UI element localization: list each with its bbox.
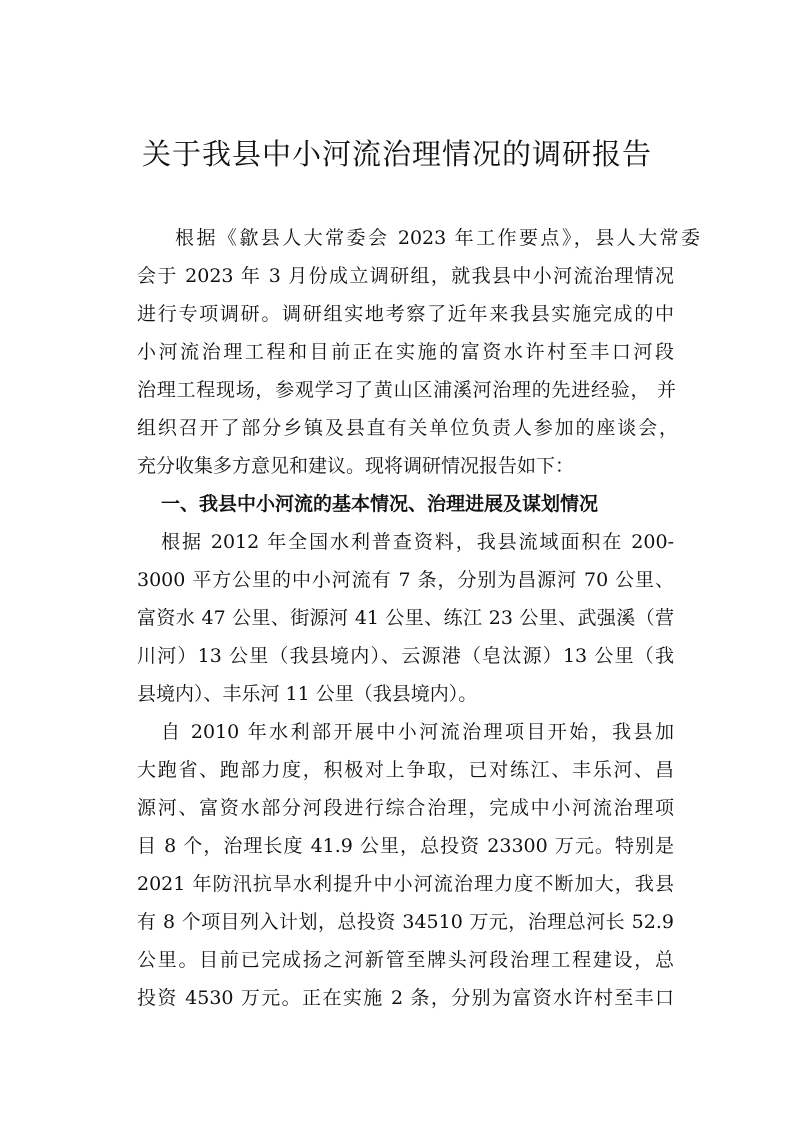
paragraph-line: 自 2010 年水利部开展中小河流治理项目开始，我县加 (161, 721, 674, 743)
paragraph-line: 进行专项调研。调研组实地考察了近年来我县实施完成的中 (137, 303, 674, 325)
section-heading: 一、我县中小河流的基本情况、治理进展及谋划情况 (161, 493, 599, 515)
paragraph-line: 根据《歙县人大常委会 2023 年工作要点》，县人大常委 (175, 227, 700, 249)
paragraph-line: 小河流治理工程和目前正在实施的富资水许村至丰口河段 (137, 341, 674, 363)
paragraph-line: 有 8 个项目列入计划，总投资 34510 万元，治理总河长 52.9 (137, 911, 674, 933)
paragraph-line: 公里。目前已完成扬之河新管至牌头河段治理工程建设，总 (137, 949, 674, 971)
paragraph-line: 县境内）、丰乐河 11 公里（我县境内）。 (137, 683, 478, 705)
paragraph-line: 大跑省、跑部力度，积极对上争取，已对练江、丰乐河、昌 (137, 759, 674, 781)
paragraph-line: 源河、富资水部分河段进行综合治理，完成中小河流治理项 (137, 797, 674, 819)
paragraph-line: 目 8 个，治理长度 41.9 公里，总投资 23300 万元。特别是 (137, 835, 674, 857)
paragraph-line: 2021 年防汛抗旱水利提升中小河流治理力度不断加大，我县 (137, 873, 674, 895)
paragraph-line: 根据 2012 年全国水利普查资料，我县流域面积在 200- (161, 531, 674, 553)
paragraph-line: 富资水 47 公里、街源河 41 公里、练江 23 公里、武强溪（营 (137, 607, 674, 629)
paragraph-line: 治理工程现场，参观学习了黄山区浦溪河治理的先进经验， 并 (137, 379, 676, 401)
paragraph-line: 投资 4530 万元。正在实施 2 条，分别为富资水许村至丰口 (137, 987, 674, 1009)
paragraph-line: 川河）13 公里（我县境内）、云源港（皂汰源）13 公里（我 (137, 645, 674, 667)
paragraph-line: 组织召开了部分乡镇及县直有关单位负责人参加的座谈会， (137, 417, 678, 439)
paragraph-line: 会于 2023 年 3 月份成立调研组，就我县中小河流治理情况 (137, 265, 674, 287)
document-title: 关于我县中小河流治理情况的调研报告 (141, 137, 652, 171)
paragraph-line: 3000 平方公里的中小河流有 7 条，分别为昌源河 70 公里、 (137, 569, 674, 591)
paragraph-line: 充分收集多方意见和建议。现将调研情况报告如下： (137, 455, 575, 477)
